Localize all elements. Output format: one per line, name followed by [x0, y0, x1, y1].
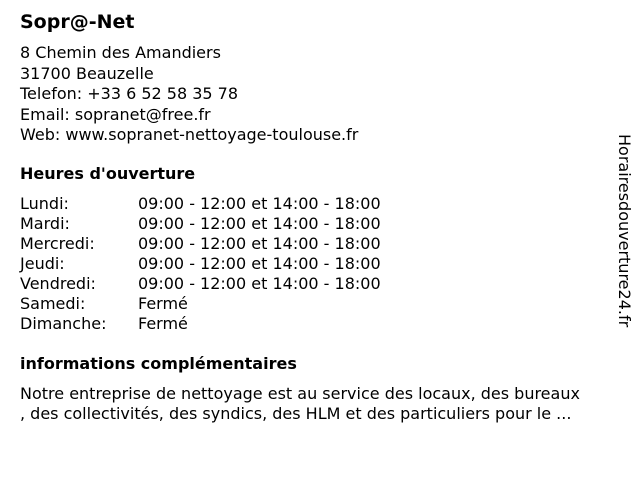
- time-value: 09:00 - 12:00 et 14:00 - 18:00: [138, 194, 381, 213]
- day-label: Dimanche:: [20, 314, 107, 333]
- time-value: 09:00 - 12:00 et 14:00 - 18:00: [138, 254, 381, 273]
- time-value: 09:00 - 12:00 et 14:00 - 18:00: [138, 214, 381, 233]
- address-line-2: 31700 Beauzelle: [20, 63, 154, 83]
- time-value: Fermé: [138, 314, 188, 333]
- business-description: [20, 384, 628, 424]
- time-value: 09:00 - 12:00 et 14:00 - 18:00: [138, 234, 381, 253]
- site-watermark: Horairesdouverture24.fr: [615, 134, 634, 328]
- time-value: 09:00 - 12:00 et 14:00 - 18:00: [138, 274, 381, 293]
- opening-hours-heading: Heures d'ouverture: [20, 164, 196, 183]
- additional-info-heading: informations complémentaires: [20, 354, 297, 373]
- day-label: Mercredi:: [20, 234, 95, 253]
- day-label: Mardi:: [20, 214, 70, 233]
- description-line-1: Notre entreprise de nettoyage est au service des locaux, des bureaux: [20, 384, 580, 403]
- contact-details: [20, 43, 358, 146]
- address-line-1: 8 Chemin des Amandiers: [20, 43, 221, 62]
- time-value: Fermé: [138, 294, 188, 313]
- email-line: Email: sopranet@free.fr: [20, 104, 211, 124]
- description-line-2: , des collectivités, des syndics, des HLM et des particuliers pour le ...: [20, 404, 572, 423]
- phone-line: Telefon: +33 6 52 58 35 78: [20, 84, 239, 103]
- web-line: Web: www.sopranet-nettoyage-toulouse.fr: [20, 125, 359, 144]
- day-label: Vendredi:: [20, 274, 96, 293]
- business-name: Sopr@-Net: [20, 11, 135, 33]
- day-label: Lundi:: [20, 194, 69, 213]
- day-label: Jeudi:: [20, 254, 65, 273]
- day-label: Samedi:: [20, 294, 86, 313]
